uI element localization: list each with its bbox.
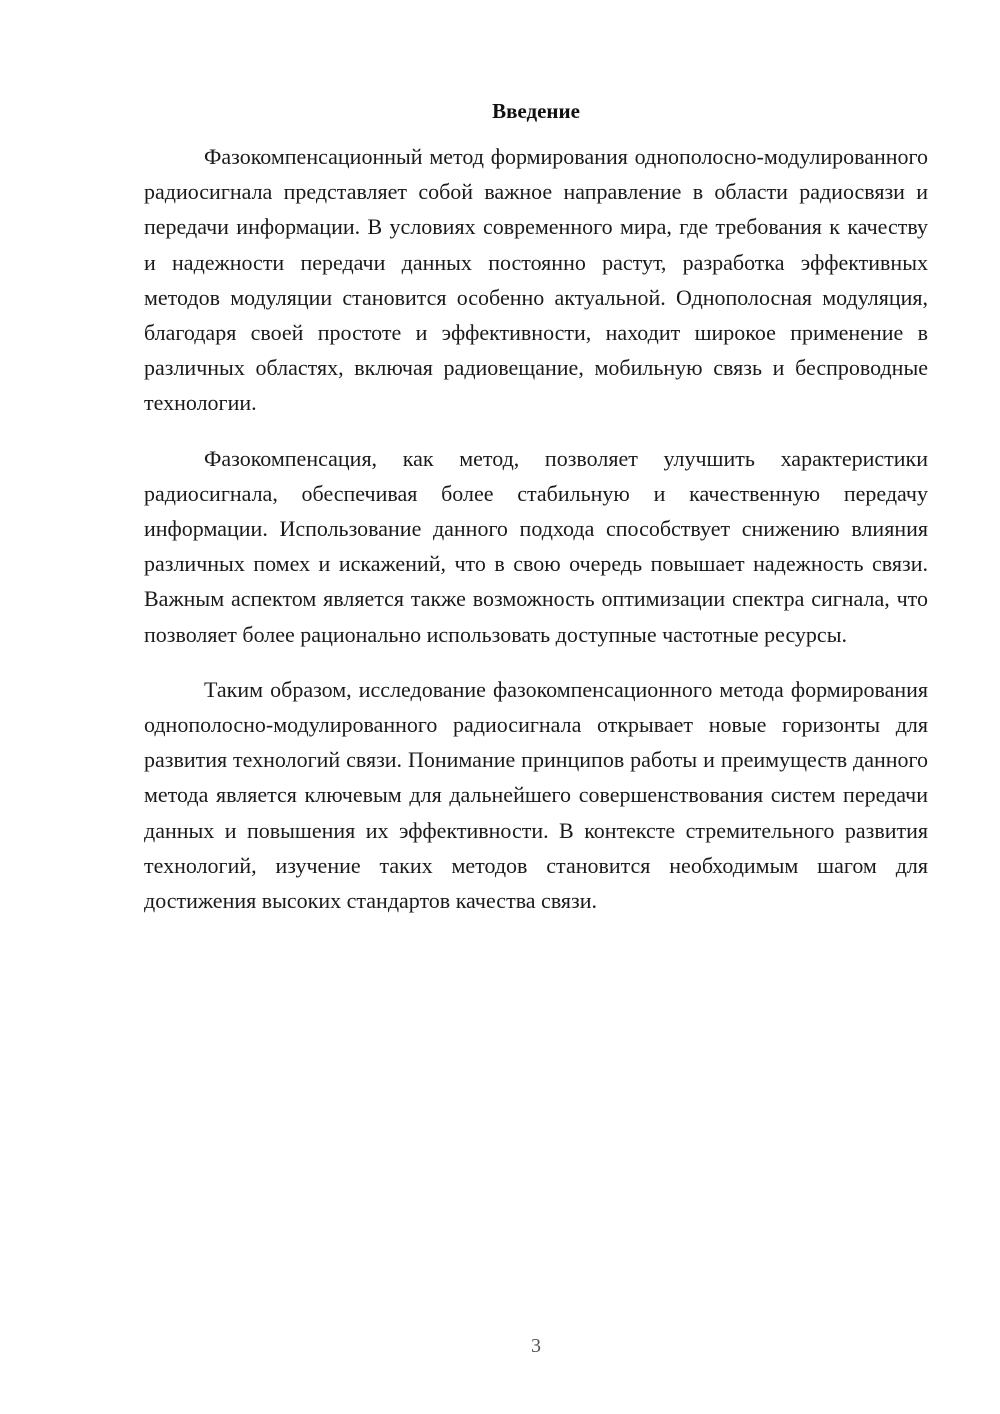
paragraph-2: Фазокомпенсация, как метод, позволяет улучшить характеристики радиосигнала, обеспечивая более стабильную и качественную передачу информации. Использование данного подхода способствует снижению влияния различных помех и искажений, что в свою очередь повышает надежность связи. Важным аспектом является также возможность оптимизации спектра сигнала, что позволяет более рационально использовать доступные частотные ресурсы. (144, 445, 928, 647)
page-number: 3 (531, 1335, 541, 1357)
page-content (144, 95, 928, 938)
section-title: Введение (492, 99, 580, 123)
paragraph-1: Фазокомпенсационный метод формирования однополосно-модулированного радиосигнала представляет собой важное направление в области радиосвязи и передачи информации. В условиях современного мира, где требования к качеству и надежности передачи данных постоянно растут, разработка эффективных методов модуляции становится особенно актуальной. Однополосная модуляция, благодаря своей простоте и эффективности, находит широкое применение в различных областях, включая радиовещание, мобильную связь и беспроводные технологии. (144, 144, 928, 416)
paragraph-3: Таким образом, исследование фазокомпенсационного метода формирования однополосно-модулированного радиосигнала открывает новые горизонты для развития технологий связи. Понимание принципов работы и преимуществ данного метода является ключевым для дальнейшего совершенствования систем передачи данных и повышения их эффективности. В контексте стремительного развития технологий, изучение таких методов становится необходимым шагом для достижения высоких стандартов качества связи. (144, 676, 928, 914)
